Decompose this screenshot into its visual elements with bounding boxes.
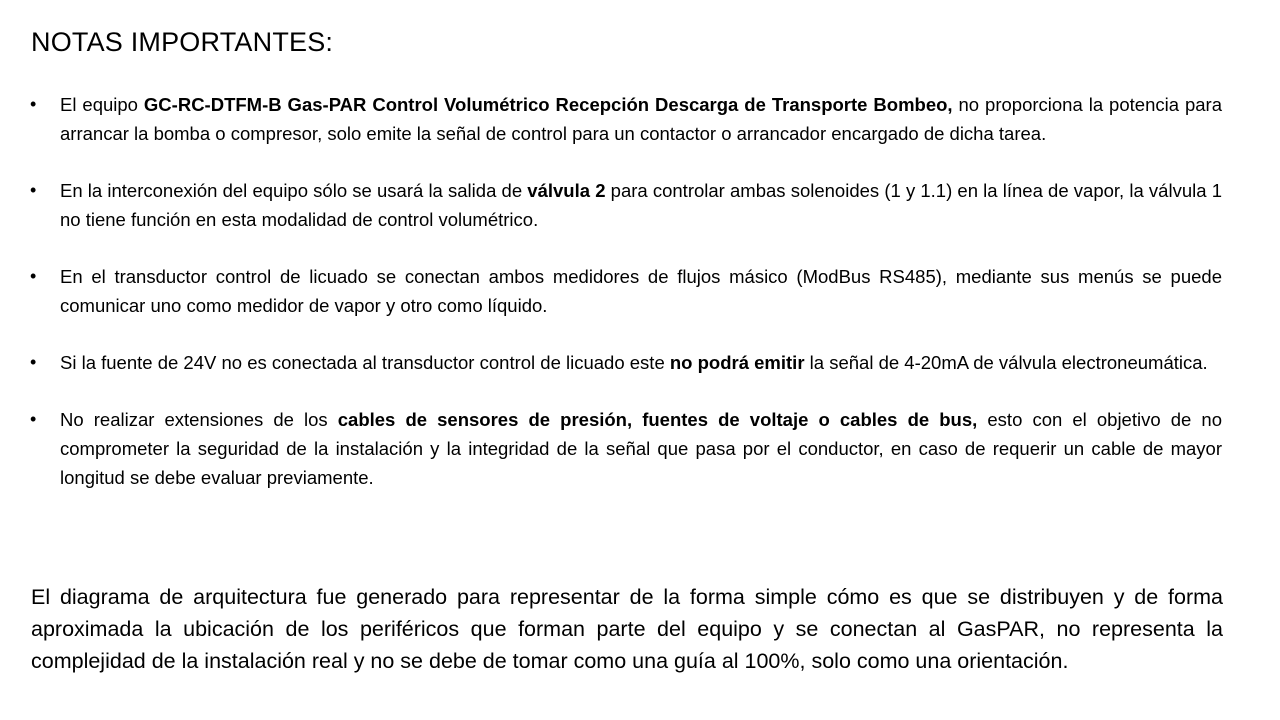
note-text: esto con el objetivo de no comprometer la seguridad de la instalación y la integridad de la señal que pasa por el conductor, en caso de requerir un cable de mayor longitud se debe evaluar previamente. xyxy=(60,409,1222,488)
note-bold-text: GC-RC-DTFM-B Gas-PAR Control Volumétrico Recepción Descarga de Transporte Bombeo, xyxy=(143,94,953,115)
note-text: En el transductor control de licuado se conectan ambos medidores de flujos másico (ModBus RS485), mediante sus menús se puede comunicar uno como medidor de vapor y otro como líquido. xyxy=(60,266,1222,316)
note-bold-text: no podrá emitir xyxy=(669,352,805,373)
note-text: la señal de 4-20mA de válvula electroneumática. xyxy=(804,352,1208,373)
bullet-icon: • xyxy=(30,266,37,286)
page-title: NOTAS IMPORTANTES: xyxy=(31,27,334,57)
note-text: En la interconexión del equipo sólo se usará la salida de xyxy=(60,180,528,201)
note-bold-text: cables de sensores de presión, fuentes de voltaje o cables de bus, xyxy=(337,409,978,430)
note-text: para controlar ambas solenoides (1 y 1.1) en la línea de vapor, la válvula 1 no tiene función en esta modalidad de control volumétrico. xyxy=(60,180,1222,230)
bullet-icon: • xyxy=(30,180,37,200)
list-item-note-4 xyxy=(30,348,1222,377)
list-item-note-3 xyxy=(30,262,1222,320)
note-text: El equipo xyxy=(60,94,144,115)
note-bold-text: válvula 2 xyxy=(527,180,606,201)
note-text: no proporciona la potencia para arrancar la bomba o compresor, solo emite la señal de control para un contactor o arrancador encargado de dicha tarea. xyxy=(60,94,1222,144)
bullet-icon: • xyxy=(30,409,37,429)
list-item-note-2 xyxy=(30,176,1222,234)
note-text: Si la fuente de 24V no es conectada al transductor control de licuado este xyxy=(60,352,670,373)
notes-list xyxy=(30,90,1222,520)
list-item-note-1 xyxy=(30,90,1222,148)
footer-paragraph: El diagrama de arquitectura fue generado para representar de la forma simple cómo es que se distribuyen y de forma aproximada la ubicación de los periféricos que forman parte del equipo y se conectan al GasPAR, no representa la complejidad de la instalación real y no se debe de tomar como una guía al 100%, solo como una orientación. xyxy=(31,585,1223,673)
note-text: No realizar extensiones de los xyxy=(60,409,338,430)
bullet-icon: • xyxy=(30,94,37,114)
bullet-icon: • xyxy=(30,352,37,372)
list-item-note-5 xyxy=(30,405,1222,492)
